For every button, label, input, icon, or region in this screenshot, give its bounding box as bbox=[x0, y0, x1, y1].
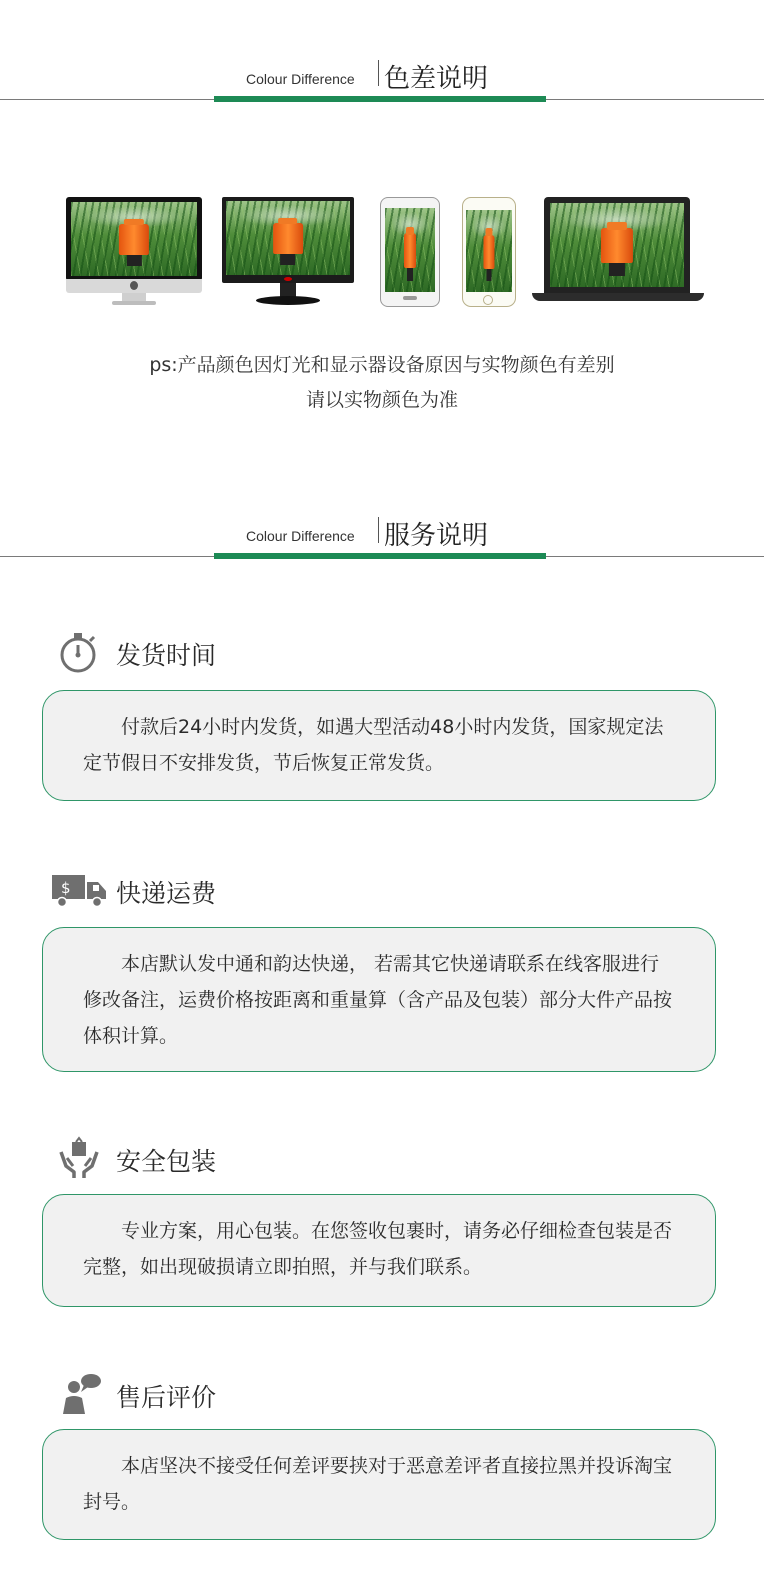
header-accent-bar bbox=[214, 553, 546, 559]
delivery-truck-icon bbox=[50, 868, 110, 912]
section-text: 付款后24小时内发货，如遇大型活动48小时内发货，国家规定法定节假日不安排发货，节后恢复正常发货。 bbox=[83, 716, 664, 774]
shipping-time-box bbox=[42, 690, 716, 801]
section-title: 快递运费 bbox=[116, 879, 217, 908]
svg-text:$: $ bbox=[61, 879, 71, 897]
display-devices-illustration bbox=[60, 195, 720, 315]
stopwatch-icon bbox=[58, 630, 102, 674]
color-difference-header bbox=[0, 58, 764, 108]
section-text: 专业方案，用心包装。在您签收包裹时，请务必仔细检查包装是否完整，如出现破损请立即拍照，并与我们联系。 bbox=[83, 1220, 673, 1278]
service-header bbox=[0, 515, 764, 565]
header-chinese-title: 色差说明 bbox=[384, 64, 489, 94]
section-text: 本店默认发中通和韵达快递， 若需其它快递请联系在线客服进行修改备注，运费价格按距离和重量算（含产品及包装）部分大件产品按体积计算。 bbox=[83, 953, 673, 1047]
section-title: 发货时间 bbox=[116, 641, 217, 670]
header-accent-bar bbox=[214, 96, 546, 102]
android-phone-device bbox=[380, 197, 440, 307]
color-note-line2: 请以实物颜色为准 bbox=[305, 389, 458, 411]
color-note-line1: ps:产品颜色因灯光和显示器设备原因与实物颜色有差别 bbox=[149, 354, 615, 376]
iphone-device bbox=[462, 197, 516, 307]
monitor-device bbox=[222, 197, 354, 307]
hands-package-icon bbox=[58, 1136, 102, 1180]
section-title: 安全包装 bbox=[116, 1147, 217, 1176]
delivery-fee-box bbox=[42, 927, 716, 1072]
header-chinese-title: 服务说明 bbox=[384, 521, 489, 551]
section-title: 售后评价 bbox=[116, 1383, 217, 1412]
header-divider bbox=[378, 517, 379, 543]
header-divider bbox=[378, 60, 379, 86]
section-text: 本店坚决不接受任何差评要挟对于恶意差评者直接拉黑并投诉淘宝封号。 bbox=[83, 1455, 673, 1513]
header-english-label: Colour Difference bbox=[246, 71, 355, 87]
imac-device bbox=[66, 197, 202, 305]
user-speech-icon bbox=[58, 1372, 102, 1416]
laptop-device bbox=[532, 197, 704, 305]
after-sale-box bbox=[42, 1429, 716, 1540]
safe-packaging-box bbox=[42, 1194, 716, 1307]
header-english-label: Colour Difference bbox=[246, 528, 355, 544]
